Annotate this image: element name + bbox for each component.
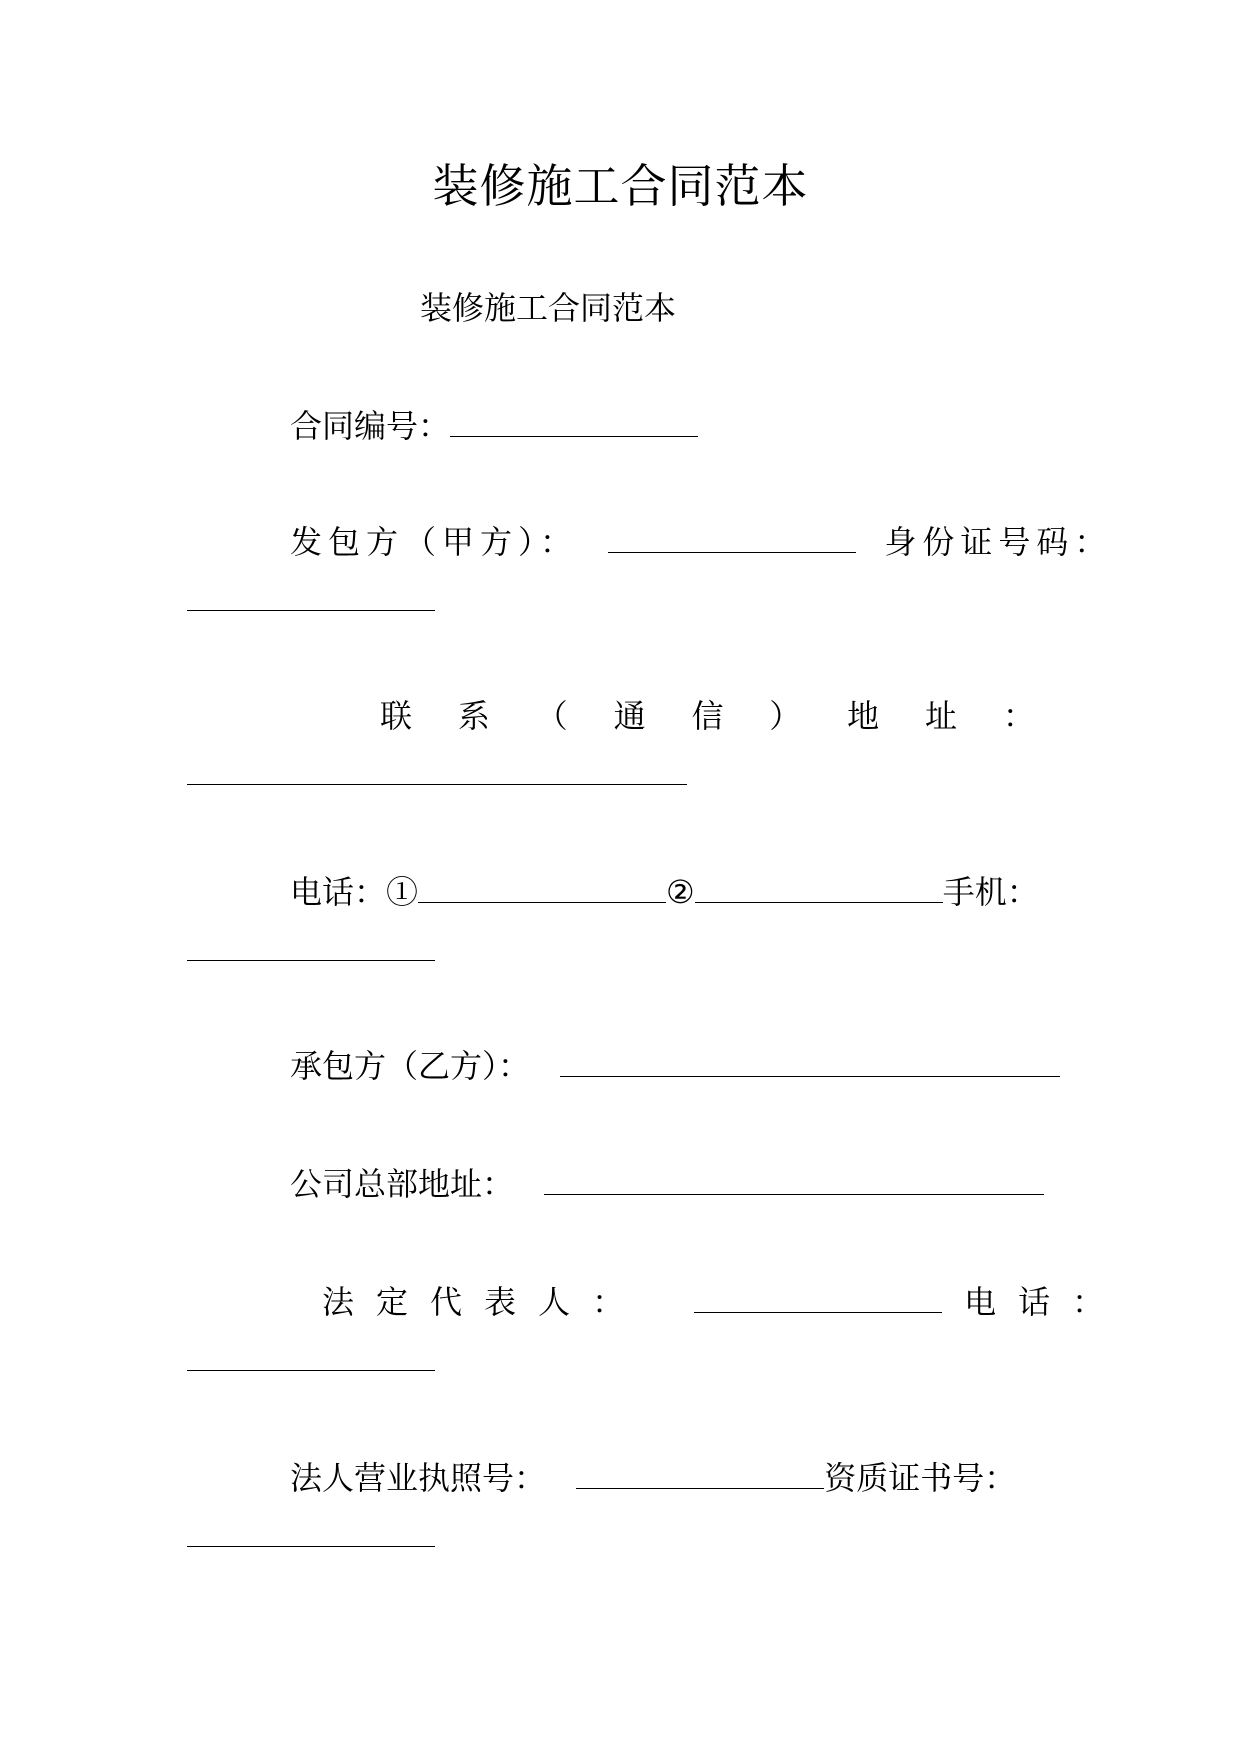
hq-address-label: 公司总部地址：	[290, 1165, 515, 1203]
legal-rep-field[interactable]	[694, 1282, 942, 1313]
legal-rep-char: 法	[322, 1283, 355, 1321]
contract-number-line	[290, 406, 698, 446]
legal-rep-phone-field[interactable]	[187, 1340, 435, 1371]
legal-rep-phone-char: ：	[1072, 1283, 1105, 1321]
mobile-field-line	[187, 930, 435, 970]
address-field-line	[187, 754, 687, 794]
license-line	[290, 1458, 1016, 1498]
contract-number-field[interactable]	[450, 406, 698, 437]
party-b-line	[290, 1046, 1060, 1086]
legal-rep-char: 表	[484, 1283, 517, 1321]
address-field[interactable]	[187, 754, 687, 785]
hq-address-line	[290, 1164, 1044, 1204]
legal-rep-char: ：	[592, 1283, 625, 1321]
address-char: 通	[613, 697, 646, 735]
phone-2-field[interactable]	[695, 872, 943, 903]
phone-1-marker: ①	[386, 873, 419, 911]
hq-address-field[interactable]	[544, 1164, 1044, 1195]
address-char: 信	[691, 697, 724, 735]
legal-rep-line	[322, 1282, 1104, 1322]
legal-rep-char: 定	[376, 1283, 409, 1321]
phone-1-field[interactable]	[418, 872, 666, 903]
party-b-field[interactable]	[560, 1046, 1060, 1077]
legal-rep-char: 人	[538, 1283, 571, 1321]
address-line	[380, 696, 1035, 736]
contract-number-label: 合同编号：	[290, 407, 451, 445]
legal-rep-phone-char: 电	[964, 1283, 997, 1321]
license-field[interactable]	[576, 1458, 824, 1489]
phone-2-marker: ②	[666, 873, 695, 911]
party-b-label: 承包方（乙方）：	[290, 1047, 531, 1085]
id-number-field[interactable]	[187, 580, 435, 611]
legal-rep-char: 代	[430, 1283, 463, 1321]
party-a-field[interactable]	[608, 522, 856, 553]
address-char: 联	[380, 697, 413, 735]
party-a-line	[290, 522, 1112, 562]
address-char: 系	[457, 697, 490, 735]
document-title: 装修施工合同范本	[432, 159, 809, 213]
mobile-label: 手机：	[942, 873, 1039, 911]
qualification-label: 资质证书号：	[824, 1459, 1017, 1497]
party-a-label: 发包方（甲方）：	[290, 523, 579, 561]
phone-line	[290, 872, 1039, 912]
address-char: ：	[1002, 697, 1035, 735]
document-subtitle: 装修施工合同范本	[420, 289, 677, 327]
address-char: ）	[769, 697, 802, 735]
legal-rep-phone-field-line	[187, 1340, 435, 1380]
address-char: 地	[847, 697, 880, 735]
mobile-field[interactable]	[187, 930, 435, 961]
id-number-label: 身份证号码：	[884, 523, 1113, 561]
id-number-line	[187, 580, 435, 620]
address-char: （	[535, 697, 568, 735]
legal-rep-phone-char: 话	[1018, 1283, 1051, 1321]
license-label: 法人营业执照号：	[290, 1459, 547, 1497]
phone-label: 电话：	[290, 873, 387, 911]
qualification-field[interactable]	[187, 1516, 435, 1547]
qualification-field-line	[187, 1516, 435, 1556]
address-char: 址	[925, 697, 958, 735]
